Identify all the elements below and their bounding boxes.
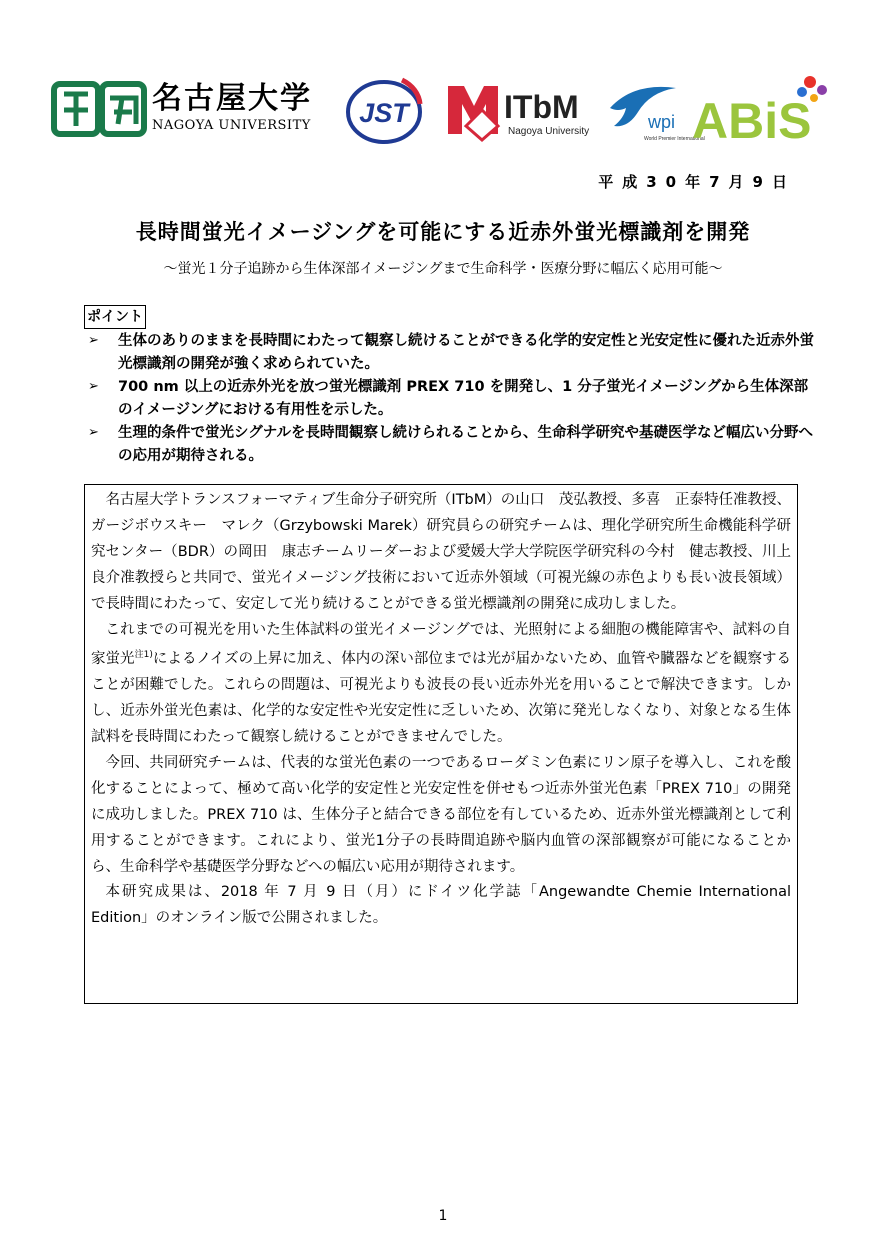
key-point-text: 生体のありのままを長時間にわたって観察し続けることができる化学的安定性と光安定性に優れた近赤外蛍光標識剤の開発が強く求められていた。	[118, 333, 814, 372]
p2-text-a: これまでの可視光を用いた生体試料の蛍光イメージングでは、光照射による細胞の機能障害や、試料の自家蛍光	[91, 621, 791, 668]
key-point-text: 生理的条件で蛍光シグナルを長時間観察し続けられることから、生命科学研究や基礎医学など幅広い分野への応用が期待される。	[118, 425, 813, 464]
arrow-bullet-icon: ➢	[88, 333, 99, 348]
key-point	[84, 376, 814, 421]
key-points-label: ポイント	[84, 305, 146, 329]
wpi-logo	[604, 78, 705, 146]
arrow-bullet-icon: ➢	[88, 425, 99, 440]
summary-paragraph-4: 本研究成果は、2018 年 7 月 9 日（月）にドイツ化学誌「Angewandte Chemie International Edition」のオンライン版で公開されました。	[91, 884, 791, 927]
nagoya-jp: 名古屋大学	[152, 81, 312, 116]
summary-paragraph-2	[91, 618, 791, 751]
page-title: 長時間蛍光イメージングを可能にする近赤外蛍光標識剤を開発	[135, 220, 751, 244]
wpi-text: wpi	[648, 112, 676, 132]
logo-bar	[52, 70, 842, 150]
key-point	[84, 330, 814, 375]
jst-logo	[344, 74, 424, 146]
itbm-subtext: Nagoya University	[508, 126, 590, 137]
footnote-marker: 注1)	[134, 650, 153, 661]
key-point-text: 700 nm 以上の近赤外光を放つ蛍光標識剤 PREX 710 を開発し、1 分子蛍光イメージングから生体深部のイメージングにおける有用性を示した。	[118, 379, 809, 418]
itbm-text: ITbM	[504, 89, 579, 125]
date: 平成30年7月9日	[598, 173, 796, 191]
p2-text-b: によるノイズの上昇に加え、体内の深い部位までは光が届かないため、血管や臓器などを観察することが困難でした。これらの問題は、可視光よりも波長の長い近赤外光を用いることで解決できます。しかし、近赤外蛍光色素は、化学的な安定性や光安定性に乏しいため、次第に発光しなくなり、対象となる生体試料を長時間にわたって観察し続けることができませんでした。	[91, 651, 791, 745]
arrow-bullet-icon: ➢	[88, 379, 99, 394]
nagoya-university-wordmark	[152, 82, 327, 162]
nagoya-university-mark	[52, 78, 147, 140]
summary-paragraph-3: 今回、共同研究チームは、代表的な蛍光色素の一つであるローダミン色素にリン原子を導入し、これを酸化することによって、極めて高い化学的安定性と光安定性を併せもつ近赤外蛍光色素「PREX 710」の開発に成功しました。PREX 710 は、生体分子と結合できる部位を有しているため、近赤外蛍光標識剤として利用することができます。これにより、蛍光1分子の長時間追跡や脳内血管の深部観察が可能になることから、生命科学や基礎医学分野などへの幅広い応用が期待されます。	[91, 754, 791, 875]
summary-paragraph-1: 名古屋大学トランスフォーマティブ生命分子研究所（ITbM）の山口 茂弘教授、多喜 正泰特任准教授、ガージボウスキー マレク（Grzybowski Marek）研究員らの研究チームは、理化学研究所生命機能科学研究センター（BDR）の岡田 康志チームリーダーおよび愛媛大学大学院医学研究科の今村 健志教授、川上 良介准教授らと共同で、蛍光イメージング技術において近赤外領域（可視光線の赤色よりも長い波長領域）で長時間にわたって、安定して光り続けることができる蛍光標識剤の開発に成功しました。	[91, 492, 806, 612]
summary-box	[84, 484, 806, 1004]
wpi-subtext: World Premier International	[644, 136, 705, 142]
page-subtitle: ～蛍光１分子追跡から生体深部イメージングまで生命科学・医療分野に幅広く応用可能～	[163, 261, 723, 277]
nagoya-en: NAGOYA UNIVERSITY	[152, 118, 311, 133]
key-points	[84, 305, 814, 467]
jst-text: JST	[359, 98, 409, 128]
abis-logo	[688, 72, 848, 148]
abis-text: ABiS	[692, 93, 812, 149]
itbm-logo	[442, 74, 602, 146]
page-number: 1	[438, 1208, 448, 1224]
key-point	[84, 422, 814, 467]
